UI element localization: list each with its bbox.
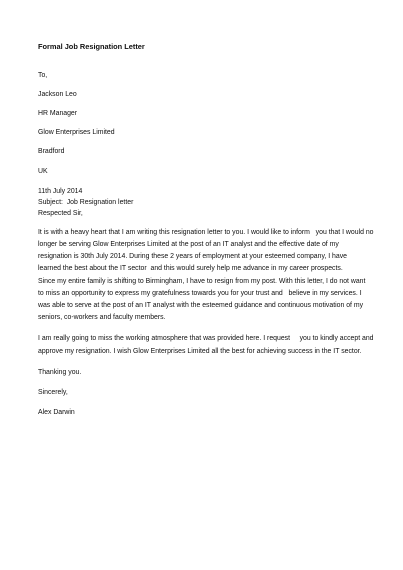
paragraph-line: resignation is 30th July 2014. During these 2 years of employment at your esteemed company, I have <box>38 253 347 261</box>
letter-date: 11th July 2014 <box>38 187 83 195</box>
letter-title: Formal Job Resignation Letter <box>38 42 145 51</box>
paragraph-line: I am really going to miss the working atmosphere that was provided here. I request you to kindly accept and <box>38 335 374 343</box>
salutation: Respected Sir, <box>38 210 83 218</box>
paragraph-line: longer be serving Glow Enterprises Limited at the post of an IT analyst and the effective date of my <box>38 241 339 249</box>
paragraph-line: approve my resignation. I wish Glow Enterprises Limited all the best for achieving success in the IT sector. <box>38 347 362 355</box>
recipient-country: UK <box>38 167 48 175</box>
recipient-company: Glow Enterprises Limited <box>38 129 115 137</box>
recipient-city: Bradford <box>38 148 65 156</box>
recipient-name: Jackson Leo <box>38 90 77 98</box>
thanks-line: Thanking you. <box>38 368 82 376</box>
to-label: To, <box>38 72 48 79</box>
paragraph-line: was able to serve at the post of an IT analyst with the esteemed guidance and continuous motivation of my <box>38 302 364 310</box>
closing-line: Sincerely, <box>38 389 68 397</box>
body-paragraph-1 <box>38 227 374 325</box>
body-paragraph-2 <box>38 333 374 357</box>
letter-subject: Subject: Job Resignation letter <box>38 198 134 206</box>
paragraph-line: learned the best about the IT sector and this would surely help me advance in my career prospects. <box>38 265 343 273</box>
paragraph-line: seniors, co-workers and faculty members. <box>38 314 166 322</box>
paragraph-line: to miss an opportunity to express my gratefulness towards you for your trust and believe in my services. I <box>38 289 362 297</box>
paragraph-line: Since my entire family is shifting to Birmingham, I have to resign from my post. With this letter, I do not want <box>38 277 366 285</box>
recipient-title: HR Manager <box>38 109 78 117</box>
sender-name: Alex Darwin <box>38 409 75 417</box>
paragraph-line: It is with a heavy heart that I am writing this resignation letter to you. I would like to inform you that I would no <box>38 228 374 236</box>
